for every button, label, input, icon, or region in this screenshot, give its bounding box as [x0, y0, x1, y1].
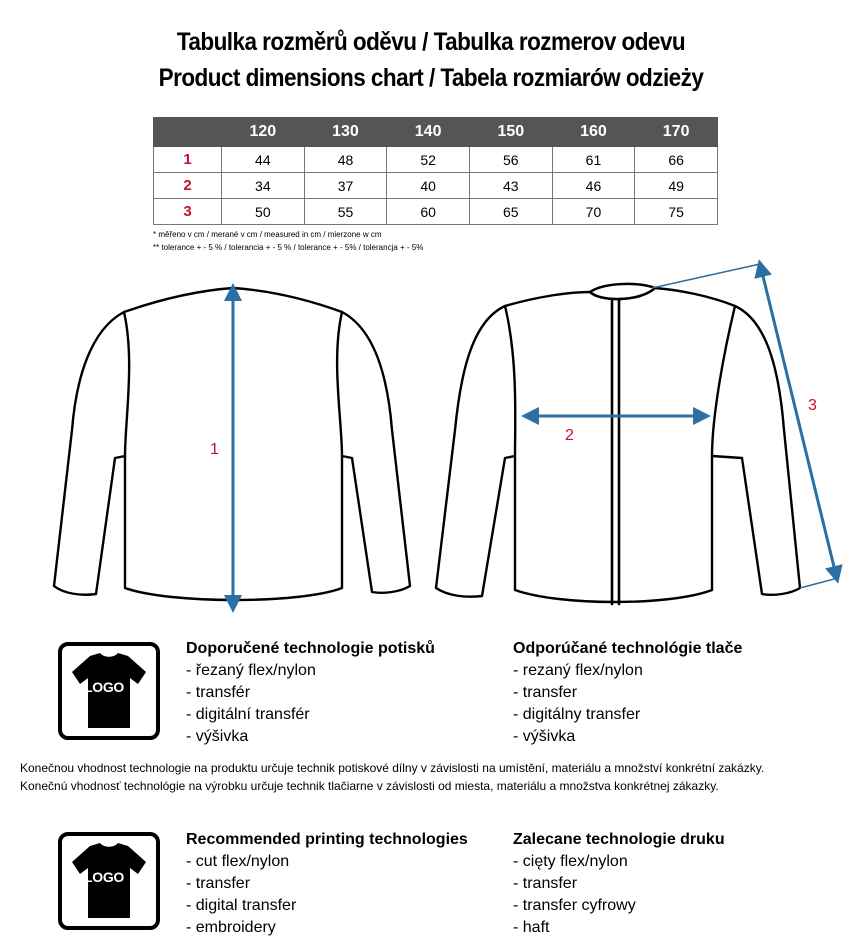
tolerance-note: ** tolerance + - 5 % / tolerancia + - 5 % / tolerance + - 5% / tolerancja + - 5%	[153, 243, 424, 252]
measurement-label-3: 3	[808, 397, 817, 414]
table-cell: 66	[635, 147, 718, 173]
tech-heading: Odporúčané technológie tlače	[513, 640, 743, 657]
tech-list	[513, 851, 725, 939]
tech-list	[186, 660, 435, 748]
measurement-unit-note: * měřeno v cm / merané v cm / measured in cm / mierzone w cm	[153, 230, 382, 239]
list-item: - digitálny transfer	[513, 706, 641, 723]
disclaimer-cs: Konečnou vhodnost technologie na produktu určuje technik potiskové dílny v závislosti na umístění, materiálu a množství konkrétní zakázky.	[20, 761, 765, 775]
table-cell: 40	[387, 173, 470, 199]
list-item: - haft	[513, 919, 550, 936]
list-item: - cięty flex/nylon	[513, 853, 628, 870]
measurement-arrow-3	[761, 268, 836, 575]
table-cell: 75	[635, 199, 718, 225]
tech-block-cs	[186, 638, 435, 748]
list-item: - transfer	[513, 684, 578, 701]
row-label: 2	[154, 173, 222, 199]
table-cell: 48	[304, 147, 387, 173]
row-label: 3	[154, 199, 222, 225]
table-cell: 37	[304, 173, 387, 199]
list-item: - digital transfer	[186, 897, 297, 914]
size-column-header: 160	[552, 118, 635, 147]
list-item: - transfer	[186, 875, 251, 892]
title-line-1: Tabulka rozměrů oděvu / Tabulka rozmerov odevu	[176, 28, 686, 56]
size-column-header: 120	[222, 118, 305, 147]
list-item: - embroidery	[186, 919, 276, 936]
measurement-label-2: 2	[565, 427, 574, 444]
tech-block-sk	[513, 638, 742, 748]
front-right-sleeve-seam	[712, 306, 735, 456]
extension-line-bottom	[800, 578, 838, 588]
table-cell: 60	[387, 199, 470, 225]
measurement-label-1: 1	[210, 441, 219, 458]
extension-line-top	[652, 264, 760, 288]
list-item: - digitální transfér	[186, 706, 310, 723]
tech-list	[513, 660, 742, 748]
size-column-header: 170	[635, 118, 718, 147]
garment-front-view	[436, 284, 800, 604]
tech-heading: Doporučené technologie potisků	[186, 640, 435, 657]
list-item: - řezaný flex/nylon	[186, 662, 316, 679]
size-column-header: 130	[304, 118, 387, 147]
logo-label: LOGO	[84, 869, 125, 885]
tech-block-pl	[513, 829, 725, 939]
row-label: 1	[154, 147, 222, 173]
tech-block-en	[186, 829, 468, 939]
table-cell: 56	[469, 147, 552, 173]
title-line-2: Product dimensions chart / Tabela rozmiarów odzieży	[158, 64, 704, 92]
table-cell: 43	[469, 173, 552, 199]
table-cell: 61	[552, 147, 635, 173]
logo-label: LOGO	[84, 679, 125, 695]
disclaimer-sk: Konečnú vhodnosť technológie na výrobku určuje technik tlačiarne v závislosti od miesta, materiálu a množstva konkrétnej zákazky.	[20, 779, 719, 793]
table-cell: 55	[304, 199, 387, 225]
table-cell: 50	[222, 199, 305, 225]
size-column-header: 140	[387, 118, 470, 147]
size-column-header: 150	[469, 118, 552, 147]
tech-list	[186, 851, 468, 939]
table-cell: 44	[222, 147, 305, 173]
front-collar	[590, 284, 655, 299]
table-cell: 34	[222, 173, 305, 199]
list-item: - výšivka	[186, 728, 249, 745]
table-cell: 52	[387, 147, 470, 173]
logo-tshirt-icon	[58, 642, 160, 740]
list-item: - transfer cyfrowy	[513, 897, 636, 914]
tech-heading: Recommended printing technologies	[186, 831, 468, 848]
list-item: - výšivka	[513, 728, 576, 745]
table-cell: 49	[635, 173, 718, 199]
list-item: - transfér	[186, 684, 251, 701]
logo-tshirt-icon	[58, 832, 160, 930]
tech-heading: Zalecane technologie druku	[513, 831, 725, 848]
list-item: - rezaný flex/nylon	[513, 662, 643, 679]
list-item: - cut flex/nylon	[186, 853, 290, 870]
back-left-sleeve-seam	[124, 312, 129, 456]
table-cell: 46	[552, 173, 635, 199]
table-cell: 65	[469, 199, 552, 225]
list-item: - transfer	[513, 875, 578, 892]
back-right-sleeve-seam	[337, 312, 342, 456]
front-left-sleeve-seam	[505, 306, 515, 456]
table-cell: 70	[552, 199, 635, 225]
